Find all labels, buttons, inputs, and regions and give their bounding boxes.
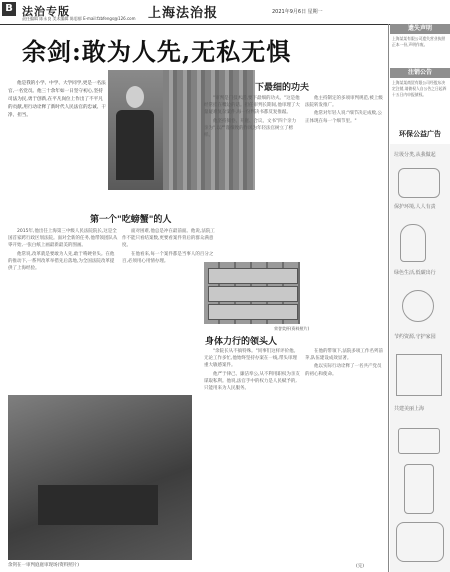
- paragraph: 在他看来,每一个案件都是当事人的百分之百,必须用心用情办理。: [122, 251, 214, 264]
- recycle-icon: [398, 428, 440, 454]
- article-column-3: [204, 95, 300, 285]
- paragraph: 他严于律己、廉洁奉公,从不利用职权为亲友谋取私利。他说,法官手中的权力是人民赋予的,只能用来为人民服务。: [204, 371, 300, 392]
- subheading-second: 下最细的功夫: [255, 83, 310, 93]
- paragraph: "审判是门技术活,要下最细的功夫。"这是他经常挂在嘴边的话。担任审判长期间,他审理了大量疑难复杂案件,每一份判决书都反复推敲。: [204, 96, 300, 116]
- photo-caption: 荣誉奖杯(资料照片): [274, 326, 310, 331]
- photo-caption: 余剑在一审判庭庭审现场(资料照片): [8, 563, 80, 568]
- globe-icon: [402, 290, 434, 322]
- article-column-4: [305, 95, 385, 285]
- house-icon: [396, 354, 442, 396]
- trash-can-icon: [398, 168, 440, 198]
- ad-line: 绿色生活,低碳出行: [394, 270, 436, 276]
- section-logo: B: [2, 2, 16, 16]
- paragraph: 他常说,改革就是要敢为人先,敢于啃硬骨头。在他的推动下,一系列改革举措先后落地,为全国法院改革提供了上海经验。: [8, 251, 115, 272]
- masthead: 上海法治报: [148, 6, 219, 21]
- issue-date: 2021年9月6日 星期一: [272, 9, 323, 15]
- ad-line: 共建美丽上海: [394, 406, 425, 412]
- article-column-5: [204, 348, 300, 563]
- paragraph: 面对困难,他总是冲在最前面。他说,法院工作不能只看结案数,更要看案件背后的群众满意度。: [122, 229, 215, 249]
- paragraph: "余院长从不搞特殊。"同事们这样评价他。无论工作多忙,他始终坚持办案在一线,带头审理重大敏感案件。: [204, 349, 299, 369]
- paragraph: 他坚持阅卷、开庭、合议、文书"四个亲力亲为",以严谨细致的作风为年轻法官树立了榜样。: [204, 118, 297, 139]
- ad-line: 节约资源,守护家园: [394, 334, 436, 340]
- ad-line: 保护环境,人人有责: [394, 204, 436, 210]
- ad-panel: [390, 144, 450, 572]
- intro-text: 他是我的小学、中学、大学同学,更是一名法官,一名党员。他三十余年如一日坚守初心,坚持司法为民,勇于创新,在平凡岗位上作出了不平凡的贡献,用行动诠释了新时代人民法官的忠诚、干净、担当。: [8, 81, 106, 118]
- column-divider: [388, 24, 389, 572]
- sidebar: [390, 24, 450, 572]
- article-column-1: [8, 228, 118, 392]
- bin-icon: [404, 464, 434, 514]
- article-column-6: [305, 348, 385, 563]
- leaf-icon: [396, 522, 444, 562]
- paragraph: 他以实际行动诠释了一名共产党员的初心和使命。: [305, 364, 382, 377]
- notice-text: 上海某某有限公司遗失营业执照正本一份,声明作废。: [392, 36, 446, 47]
- section-label: 法治专版: [22, 5, 70, 18]
- paragraph: 他主持制定的多项审判规范,被上级法院转发推广。: [305, 96, 383, 109]
- headline: 余剑:敢为人先,无私无惧: [22, 37, 292, 66]
- ad-title: 环保公益广告: [399, 130, 441, 138]
- staff-line: 责任编辑 陈永良 美术编辑 陈思郁 E-mail:fzbfengs@126.com: [22, 16, 136, 21]
- end-tag: (完): [356, 564, 365, 569]
- subheading-first: 第一个"吃螃蟹"的人: [90, 215, 172, 225]
- portrait-photo: [108, 70, 163, 190]
- courtroom-photo: [8, 395, 192, 560]
- bottle-icon: [400, 224, 426, 262]
- notice-title: 遗失声明: [390, 24, 450, 34]
- paragraph: 在他的带领下,法院多项工作名列前茅,队伍建设成效显著。: [305, 349, 383, 362]
- ad-line: 垃圾分类,从我做起: [394, 152, 436, 158]
- notice-title: 注销公告: [390, 68, 450, 78]
- subheading-third: 身体力行的领头人: [205, 337, 278, 347]
- paragraph: 他常对年轻人说:"细节决定成败,公正体现在每一个细节里。": [305, 111, 383, 124]
- trophy-photo: [204, 262, 300, 324]
- paragraph: 2015年,他出任上海第三中级人民法院院长,这是全国首家跨行政区划法院。面对全新的任务,他带领团队从零开始,一张白纸上画最新最美的图画。: [8, 229, 118, 249]
- notice-text: 上海某某商贸有限公司经股东决定注销,请债权人自公告之日起四十五日内申报债权。: [392, 80, 447, 97]
